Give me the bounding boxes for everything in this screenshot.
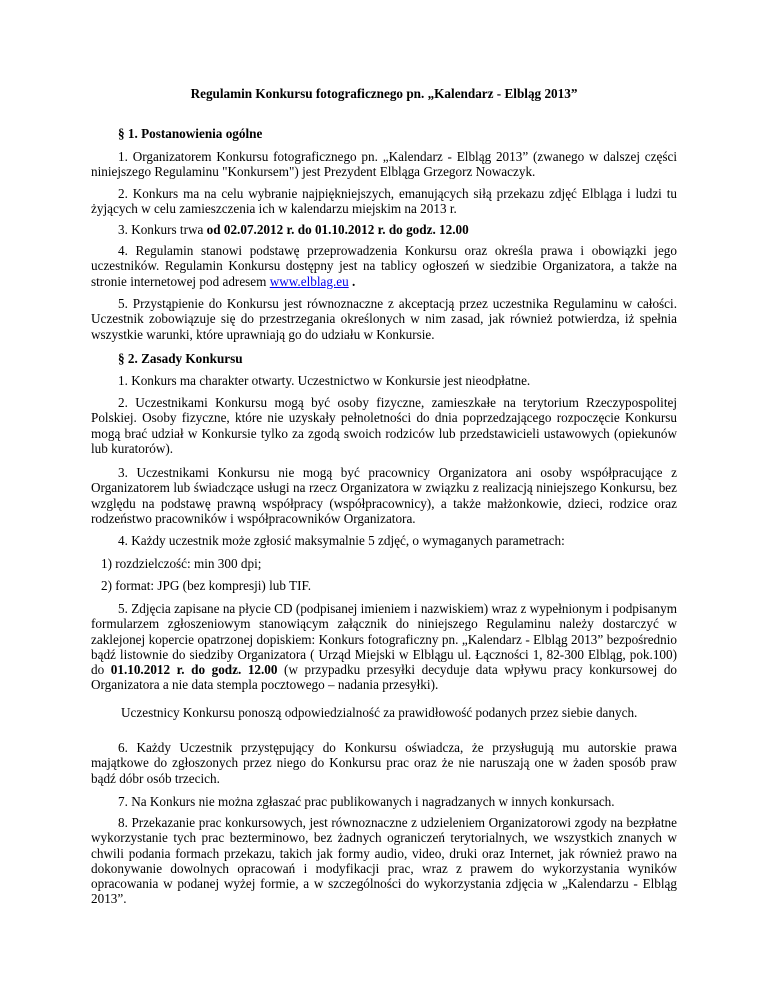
s2-participants-note: Uczestnicy Konkursu ponoszą odpowiedzialność za prawidłowość podanych przez siebie danych. [121, 705, 638, 720]
s1-paragraph-3 [91, 222, 677, 237]
s2-paragraph-8: 8. Przekazanie prac konkursowych, jest równoznaczne z udzieleniem Organizatorowi zgody na bezpłatne wykorzystanie tych prac bezterminowo, bez żadnych ograniczeń terytorialnych, we wszystkich znanych w chwili podania formach przekazu, takich jak formy audio, video, druki oraz Internet, jak również prawo na dokonywanie dowolnych opracowań i modyfikacji prac, wraz z prawem do wykorzystania wyników opracowania w podanej wyżej formie, a w szczególności do wykorzystania zdjęcia w „Kalendarzu - Elbląg 2013”. [91, 815, 677, 907]
s1-paragraph-1: 1. Organizatorem Konkursu fotograficznego pn. „Kalendarz - Elbląg 2013” (zwanego w dalszej części niniejszego Regulaminu "Konkursem") jest Prezydent Elbląga Grzegorz Nowaczyk. [91, 149, 677, 180]
s2-paragraph-5 [91, 601, 677, 693]
section-2-heading: § 2. Zasady Konkursu [118, 351, 243, 366]
s1-p4-text: 4. Regulamin stanowi podstawę przeprowadzenia Konkursu oraz określa prawa i obowiązki jego uczestników. Regulamin Konkursu dostępny jest na tablicy ogłoszeń w siedzibie Organizatora, a także na stronie internetowej pod adresem [91, 243, 677, 289]
list-item-resolution: 1) rozdzielczość: min 300 dpi; [101, 556, 262, 571]
s2-paragraph-4: 4. Każdy uczestnik może zgłosić maksymalnie 5 zdjęć, o wymaganych parametrach: [118, 533, 565, 548]
s2-paragraph-3: 3. Uczestnikami Konkursu nie mogą być pracownicy Organizatora ani osoby współpracujące z Organizatorem lub świadczące usługi na rzecz Organizatora w związku z realizacją niniejszego Konkursu, bez względu na podstawę prawną współpracy (współpracownicy), a także małżonkowie, dzieci, rodzice oraz rodzeństwo pracowników i współpracowników Organizatora. [91, 465, 677, 526]
s1-paragraph-5: 5. Przystąpienie do Konkursu jest równoznaczne z akceptacją przez uczestnika Regulaminu w całości. Uczestnik zobowiązuje się do przestrzegania określonych w nim zasad, jak również potwierdza, iż spełnia wszystkie warunki, które uprawniają go do udziału w Konkursie. [91, 296, 677, 342]
s2-paragraph-6: 6. Każdy Uczestnik przystępujący do Konkursu oświadcza, że przysługują mu autorskie prawa majątkowe do zgłoszonych przez niego do Konkursu prac oraz że nie naruszają one w żaden sposób praw bądź dóbr osób trzecich. [91, 740, 677, 786]
s2-p5-deadline: 01.10.2012 r. do godz. 12.00 [110, 662, 278, 678]
list-item-format: 2) format: JPG (bez kompresji) lub TIF. [101, 578, 312, 593]
s2-paragraph-7: 7. Na Konkurs nie można zgłaszać prac publikowanych i nagradzanych w innych konkursach. [118, 794, 615, 809]
s2-paragraph-2: 2. Uczestnikami Konkursu mogą być osoby fizyczne, zamieszkałe na terytorium Rzeczypospolitej Polskiej. Osoby fizyczne, które nie uzyskały pełnoletności do dnia poprzedzającego rozpoczęcie Konkursu mogą brać udział w Konkursie tylko za zgodą swoich rodziców lub przedstawicieli ustawowych (opiekunów lub kuratorów). [91, 395, 677, 456]
s2-paragraph-1: 1. Konkurs ma charakter otwarty. Uczestnictwo w Konkursie jest nieodpłatne. [118, 373, 531, 388]
s1-p3-text: 3. Konkurs trwa [118, 222, 207, 237]
s1-paragraph-4 [91, 243, 677, 289]
s1-p4-end: . [348, 273, 356, 289]
section-1-heading: § 1. Postanowienia ogólne [118, 126, 263, 141]
website-link[interactable]: www.elblag.eu [269, 273, 349, 289]
s2-p5-text: 5. Zdjęcia zapisane na płycie CD (podpisanej imieniem i nazwiskiem) wraz z wypełnionym i podpisanym formularzem zgłoszeniowym stanowiącym załącznik do niniejszego Regulaminu należy dostarczyć w zaklejonej kopercie opatrzonej dopiskiem: Konkurs fotograficzny pn. „Kalendarz - Elbląg 2013” bezpośrednio bądź listownie do siedziby Organizatora ( Urząd Miejski w Elblągu ul. Łączności 1, 82-300 Elbląg, pok.100) do [91, 601, 677, 678]
document-title: Regulamin Konkursu fotograficznego pn. „Kalendarz - Elbląg 2013” [190, 86, 578, 101]
s1-p3-dates: od 02.07.2012 r. do 01.10.2012 r. do godz. 12.00 [206, 222, 469, 237]
s1-paragraph-2: 2. Konkurs ma na celu wybranie najpiękniejszych, emanujących siłą przekazu zdjęć Elbląga i ludzi tu żyjących w celu zamieszczenia ich w kalendarzu miejskim na 2013 r. [91, 186, 677, 217]
s2-p5-note: (w przypadku przesyłki decyduje data wpływu pracy konkursowej do Organizatora a nie data stempla pocztowego – nadania przesyłki). [91, 662, 678, 693]
